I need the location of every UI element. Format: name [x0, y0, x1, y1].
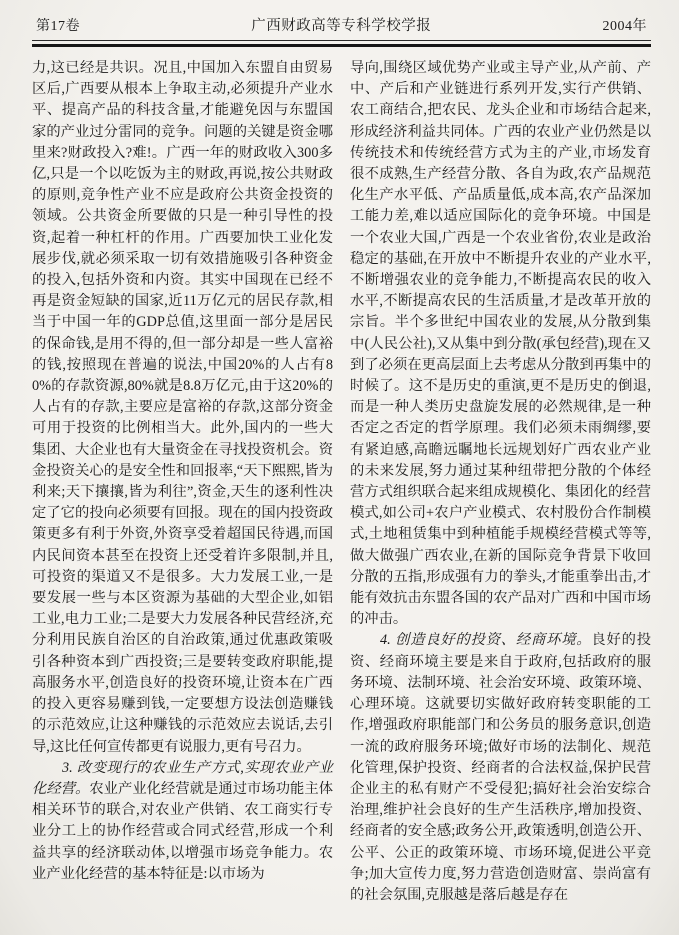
journal-title: 广西财政高等专科学校学报 [251, 18, 432, 34]
text-columns [32, 58, 651, 906]
section-3-heading: 3. 改变现行的农业生产方式,实现农业产业化经营。 [32, 759, 333, 797]
right-column [350, 58, 651, 906]
year-label: 2004年 [602, 19, 647, 34]
section-4-paragraph [350, 630, 651, 906]
volume-label: 第17卷 [36, 19, 80, 34]
page-header [32, 12, 651, 40]
header-divider [32, 40, 651, 47]
section-4-heading: 4. 创造良好的投资、经商环境。 [380, 632, 592, 649]
section-3-body: 农业产业化经营就是通过市场功能主体相关环节的联合,对农业产供销、农工商实行专业分工上的协作经营或合同式经营,形成一个利益共享的经济联动体,以增强市场竞争能力。农业产业化经营的基本特征是:以市场为 [32, 780, 334, 882]
section-4-body: 良好的投资、经商环境主要是来自于政府,包括政府的服务环境、法制环境、社会治安环境、政策环境、心理环境。这就要切实做好政府转变职能的工作,增强政府职能部门和公务员的服务意识,创造一流的政府服务环境;做好市场的法制化、规范化管理,保护投资、经商者的合法权益,保护民营企业主的私有财产不受侵犯;搞好社会治安综合治理,维护社会良好的生产生活秩序,增加投资、经商者的安全感;政务公开,政策透明,创造公开、公平、公正的政策环境、市场环境,促进公平竞争;加大宣传力度,努力营造创造财富、崇尚富有的社会氛围,克服越是落后越是存在 [350, 632, 652, 903]
right-paragraph-continuation: 导向,围绕区域优势产业或主导产业,从产前、产中、产后和产业链进行系列开发,实行产供销、农工商结合,把农民、龙头企业和市场结合起来,形成经济利益共同体。广西的农业产业仍然是以传统技术和传统经营方式为主的产业,市场发育很不成熟,生产经营分散、各自为政,农产品规范化生产水平低、产品质量低,成本高,农产品深加工能力差,难以适应国际化的竞争环境。中国是一个农业大国,广西是一个农业省份,农业是政治稳定的基础,在开放中不断提升农业的产业水平,不断增强农业的竞争能力,不断提高农民的收入水平,不断提高农民的生活质量,才是改革开放的宗旨。半个多世纪中国农业的发展,从分散到集中(人民公社),又从集中到分散(承包经营),现在又到了必须在更高层面上去考虑从分散到再集中的时候了。这不是历史的重演,更不是历史的倒退,而是一种人类历史盘旋发展的必然规律,是一种否定之否定的哲学原理。我们必须未雨绸缪,要有紧迫感,高瞻远瞩地长远规划好广西农业产业的未来发展,努力通过某种纽带把分散的个体经营方式组织联合起来组成规模化、集团化的经营模式,如公司+农户产业模式、农村股份合作制模式,土地租赁集中到种植能手规模经营模式等等,做大做强广西农业,在新的国际竞争背景下收回分散的五指,形成强有力的拳头,才能重拳出击,才能有效抗击东盟各国的农产品对广西和中国市场的冲击。 [350, 60, 651, 628]
left-column [32, 58, 333, 906]
section-3-paragraph [32, 758, 333, 885]
left-paragraph-continuation: 力,这已经是共识。况且,中国加入东盟自由贸易区后,广西要从根本上争取主动,必须提升产业水平、提高产品的科技含量,才能避免因与东盟国家的产业过分雷同的竞争。问题的关键是资金哪里来?财政投入?难!。广西一年的财政收入300多亿,只是一个以吃饭为主的财政,再说,按公共财政的原则,竞争性产业不应是政府公共资金投资的领域。公共资金所要做的只是一种引导性的投资,起着一种杠杆的作用。广西要加快工业化发展步伐,就必须采取一切有效措施吸引各种资金的投入,包括外资和内资。其实中国现在已经不再是资金短缺的国家,近11万亿元的居民存款,相当于中国一年的GDP总值,这里面一部分是居民的保命钱,是用不得的,但一部分却是一些人富裕的钱,按照现在普遍的说法,中国20%的人占有80%的存款资源,80%就是8.8万亿元,由于这20%的人占有的存款,主要应是富裕的存款,这部分资金可用于投资的比例相当大。此外,国内的一些大集团、大企业也有大量资金在寻找投资机会。资金投资关心的是安全性和回报率,“天下熙熙,皆为利来;天下攘攘,皆为利往”,资金,天生的逐利性决定了它的投向必须要有回报。现在的国内投资政策更多有利于外资,外资享受着超国民待遇,而国内民间资本甚至在投资上还受着许多限制,并且,可投资的渠道又不是很多。大力发展工业,一是要发展一些与本区资源为基础的大型企业,如铝工业,电力工业;二是要大力发展各种民营经济,充分利用民族自治区的自治政策,通过优惠政策吸引各种资本到广西投资;三是要转变政府职能,提高服务水平,创造良好的投资环境,让资本在广西的投入更容易赚到钱,一定要想方设法创造赚钱的示范效应,让这种赚钱的示范效应去说话,去引导,这比任何宣传都更有说服力,更有号召力。 [32, 60, 333, 755]
